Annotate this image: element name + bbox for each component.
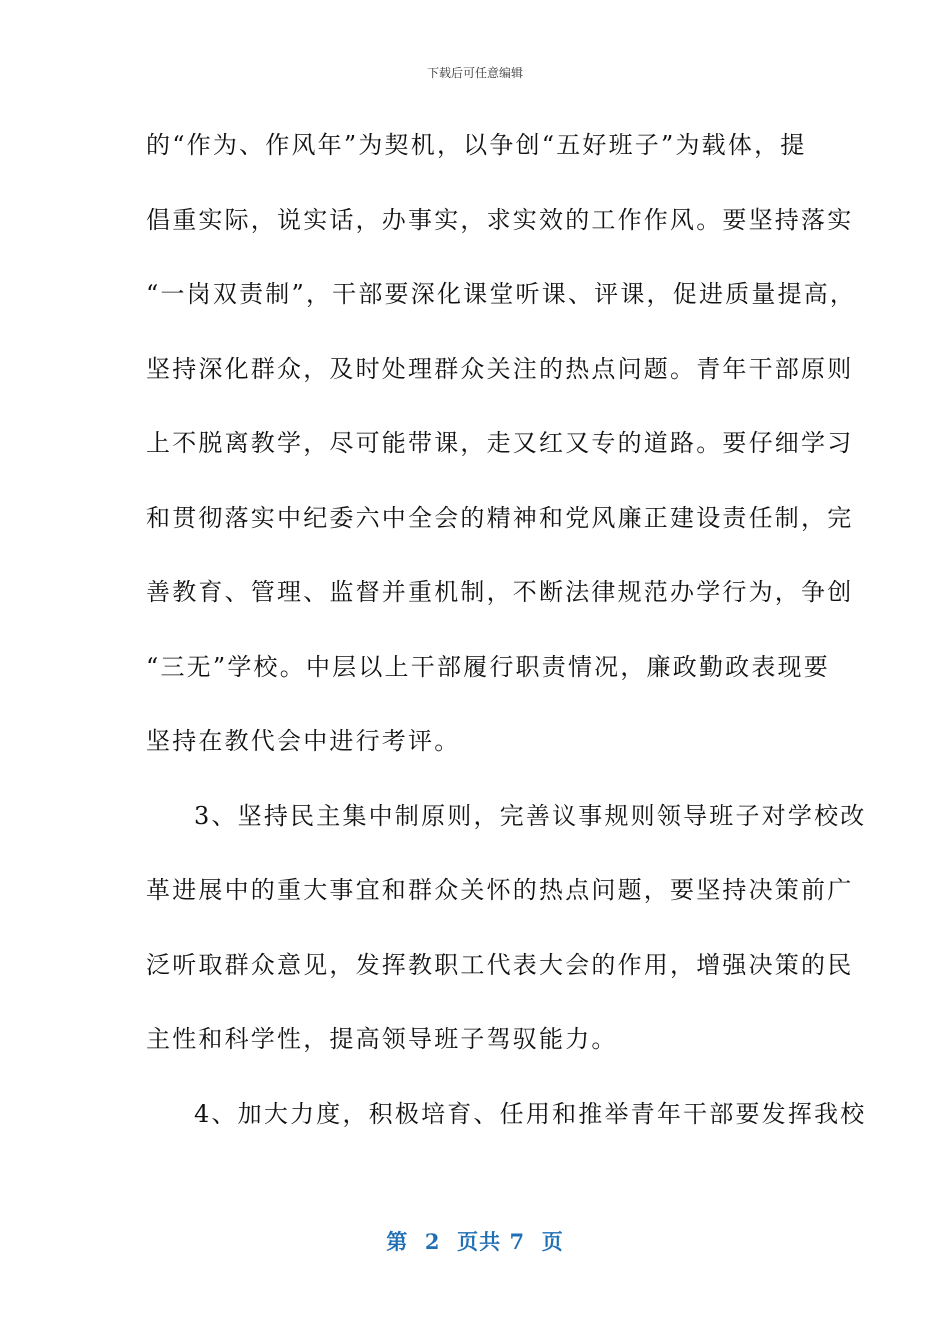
text-line: 上不脱离教学，尽可能带课，走又红又专的道路。要仔细学习 [146,429,854,457]
paragraph-start-line: 3、坚持民主集中制原则，完善议事规则领导班子对学校改 [194,801,867,830]
page-number-footer: 第 2 页共 7 页 [386,1229,564,1254]
text-line: 泛听取群众意见，发挥教职工代表大会的作用，增强决策的民 [146,950,854,979]
text-line: “三无”学校。中层以上干部履行职责情况，廉政勤政表现要 [146,652,830,681]
text-line: “一岗双责制”，干部要深化课堂听课、评课，促进质量提高， [146,280,857,308]
text-line: 和贯彻落实中纪委六中全会的精神和党风廉正建设责任制，完 [146,503,854,532]
paragraph-start-line: 4、加大力度，积极培育、任用和推举青年干部要发挥我校 [194,1099,867,1128]
text-line: 坚持深化群众，及时处理群众关注的热点问题。青年干部原则 [146,354,854,383]
document-body [146,118,867,1161]
text-line: 倡重实际，说实话，办事实，求实效的工作作风。要坚持落实 [146,205,854,234]
text-line: 善教育、管理、监督并重机制，不断法律规范办学行为，争创 [146,578,854,606]
text-line: 的“作为、作风年”为契机，以争创“五好班子”为载体，提 [146,131,807,159]
text-line: 革进展中的重大事宜和群众关怀的热点问题，要坚持决策前广 [146,876,854,904]
page-header: 下载后可任意编辑 [426,66,523,80]
text-line: 主性和科学性，提高领导班子驾驭能力。 [146,1025,618,1053]
text-line: 坚持在教代会中进行考评。 [146,727,461,755]
